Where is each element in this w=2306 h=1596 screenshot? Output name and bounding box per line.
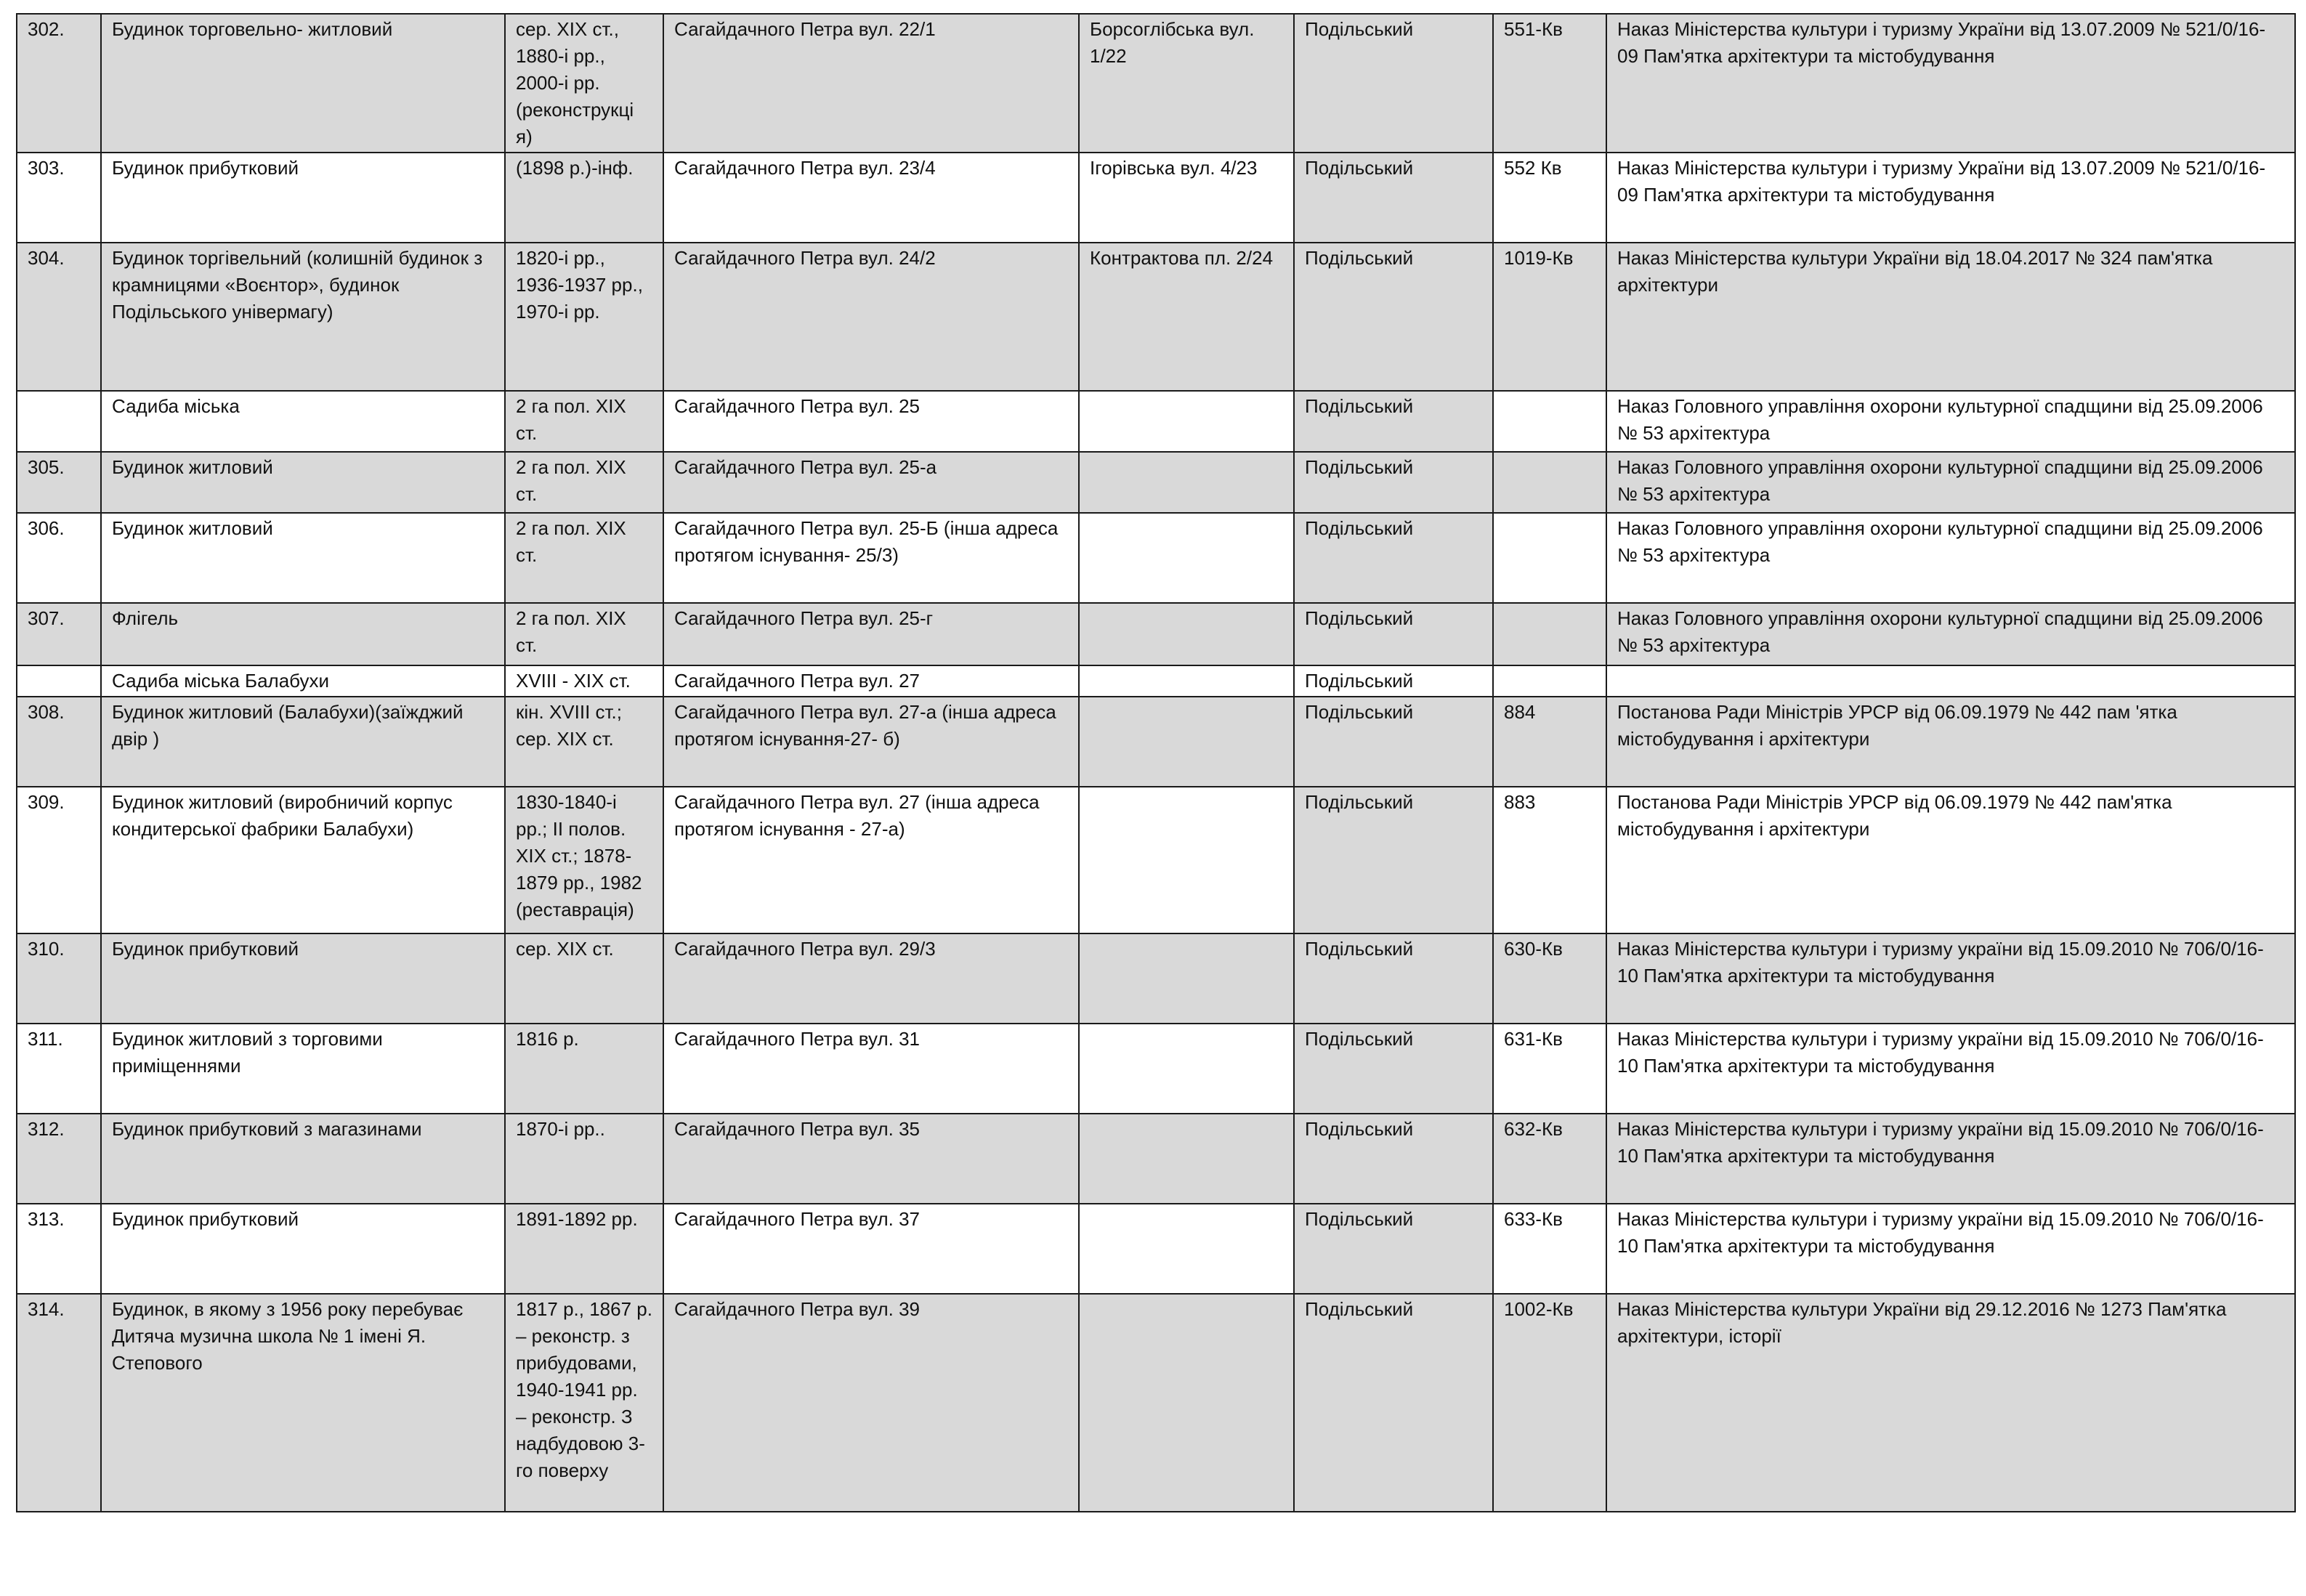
- construction-date-cell: (1898 р.)-інф.: [505, 153, 663, 243]
- construction-date-cell: 1870-і рр..: [505, 1114, 663, 1204]
- row-number-cell: 305.: [17, 452, 101, 513]
- object-name-cell: Будинок прибутковий: [101, 933, 505, 1024]
- protection-document-cell: Наказ Міністерства культури України від 18.04.2017 № 324 пам'ятка архітектури: [1606, 243, 2295, 391]
- address-cell: Сагайдачного Петра вул. 37: [663, 1204, 1079, 1294]
- protection-number-cell: [1493, 513, 1606, 603]
- protection-document-cell: Наказ Міністерства культури і туризму України від 13.07.2009 № 521/0/16-09 Пам'ятка архітектури та містобудування: [1606, 153, 2295, 243]
- row-number-cell: 309.: [17, 787, 101, 933]
- protection-document-cell: Наказ Міністерства культури і туризму україни від 15.09.2010 № 706/0/16-10 Пам'ятка архітектури та містобудування: [1606, 1024, 2295, 1114]
- alternate-address-cell: Борсоглібська вул. 1/22: [1079, 14, 1294, 153]
- table-row: [17, 153, 2295, 243]
- row-number-cell: [17, 391, 101, 452]
- construction-date-cell: 1830-1840-і рр.; ІІ полов. ХІХ ст.; 1878-1879 рр., 1982 (реставрація): [505, 787, 663, 933]
- object-name-cell: Будинок, в якому з 1956 року перебуває Дитяча музична школа № 1 імені Я. Степового: [101, 1294, 505, 1512]
- object-name-cell: Садиба міська: [101, 391, 505, 452]
- row-number-cell: 311.: [17, 1024, 101, 1114]
- district-cell: Подільський: [1294, 665, 1493, 697]
- protection-document-cell: Наказ Головного управління охорони культурної спадщини від 25.09.2006 № 53 архітектура: [1606, 603, 2295, 665]
- alternate-address-cell: [1079, 452, 1294, 513]
- protection-document-cell: [1606, 665, 2295, 697]
- construction-date-cell: 2 га пол. ХІХ ст.: [505, 603, 663, 665]
- alternate-address-cell: [1079, 697, 1294, 787]
- address-cell: Сагайдачного Петра вул. 29/3: [663, 933, 1079, 1024]
- district-cell: Подільський: [1294, 697, 1493, 787]
- protection-document-cell: Постанова Ради Міністрів УРСР від 06.09.1979 № 442 пам 'ятка містобудування і архітектури: [1606, 697, 2295, 787]
- protection-number-cell: 633-Кв: [1493, 1204, 1606, 1294]
- protection-number-cell: 1002-Кв: [1493, 1294, 1606, 1512]
- heritage-registry-table: [16, 13, 2296, 1512]
- table-row: [17, 391, 2295, 452]
- construction-date-cell: 1820-і рр., 1936-1937 рр., 1970-і рр.: [505, 243, 663, 391]
- alternate-address-cell: Ігорівська вул. 4/23: [1079, 153, 1294, 243]
- protection-number-cell: [1493, 452, 1606, 513]
- registry-body: [17, 14, 2295, 1512]
- address-cell: Сагайдачного Петра вул. 27-а (інша адреса протягом існування-27- б): [663, 697, 1079, 787]
- row-number-cell: 303.: [17, 153, 101, 243]
- row-number-cell: 307.: [17, 603, 101, 665]
- object-name-cell: Будинок прибутковий з магазинами: [101, 1114, 505, 1204]
- construction-date-cell: сер. ХІХ ст.: [505, 933, 663, 1024]
- table-row: [17, 1114, 2295, 1204]
- row-number-cell: 313.: [17, 1204, 101, 1294]
- alternate-address-cell: [1079, 1204, 1294, 1294]
- protection-number-cell: 884: [1493, 697, 1606, 787]
- alternate-address-cell: [1079, 513, 1294, 603]
- address-cell: Сагайдачного Петра вул. 22/1: [663, 14, 1079, 153]
- address-cell: Сагайдачного Петра вул. 35: [663, 1114, 1079, 1204]
- protection-document-cell: Наказ Міністерства культури і туризму україни від 15.09.2010 № 706/0/16-10 Пам'ятка архітектури та містобудування: [1606, 1204, 2295, 1294]
- construction-date-cell: 2 га пол. ХІХ ст.: [505, 513, 663, 603]
- alternate-address-cell: [1079, 933, 1294, 1024]
- district-cell: Подільський: [1294, 787, 1493, 933]
- district-cell: Подільський: [1294, 153, 1493, 243]
- protection-number-cell: 552 Кв: [1493, 153, 1606, 243]
- row-number-cell: 306.: [17, 513, 101, 603]
- address-cell: Сагайдачного Петра вул. 27: [663, 665, 1079, 697]
- object-name-cell: Будинок прибутковий: [101, 1204, 505, 1294]
- construction-date-cell: 1891-1892 рр.: [505, 1204, 663, 1294]
- table-row: [17, 1204, 2295, 1294]
- row-number-cell: 304.: [17, 243, 101, 391]
- construction-date-cell: XVIII - ХІХ ст.: [505, 665, 663, 697]
- protection-number-cell: 551-Кв: [1493, 14, 1606, 153]
- row-number-cell: 308.: [17, 697, 101, 787]
- table-row: [17, 1294, 2295, 1512]
- table-row: [17, 513, 2295, 603]
- object-name-cell: Будинок житловий (виробничий корпус кондитерської фабрики Балабухи): [101, 787, 505, 933]
- alternate-address-cell: [1079, 1294, 1294, 1512]
- protection-number-cell: 630-Кв: [1493, 933, 1606, 1024]
- district-cell: Подільський: [1294, 1294, 1493, 1512]
- alternate-address-cell: [1079, 665, 1294, 697]
- table-row: [17, 933, 2295, 1024]
- object-name-cell: Будинок прибутковий: [101, 153, 505, 243]
- table-row: [17, 14, 2295, 153]
- district-cell: Подільський: [1294, 1114, 1493, 1204]
- address-cell: Сагайдачного Петра вул. 25-Б (інша адреса протягом існування- 25/3): [663, 513, 1079, 603]
- object-name-cell: Будинок житловий: [101, 452, 505, 513]
- address-cell: Сагайдачного Петра вул. 24/2: [663, 243, 1079, 391]
- address-cell: Сагайдачного Петра вул. 25-г: [663, 603, 1079, 665]
- alternate-address-cell: [1079, 391, 1294, 452]
- protection-document-cell: Наказ Міністерства культури України від 29.12.2016 № 1273 Пам'ятка архітектури, історії: [1606, 1294, 2295, 1512]
- district-cell: Подільський: [1294, 513, 1493, 603]
- row-number-cell: 312.: [17, 1114, 101, 1204]
- alternate-address-cell: [1079, 603, 1294, 665]
- protection-document-cell: Наказ Міністерства культури і туризму україни від 15.09.2010 № 706/0/16-10 Пам'ятка архітектури та містобудування: [1606, 1114, 2295, 1204]
- table-row: [17, 787, 2295, 933]
- protection-document-cell: Наказ Головного управління охорони культурної спадщини від 25.09.2006 № 53 архітектура: [1606, 391, 2295, 452]
- protection-document-cell: Наказ Головного управління охорони культурної спадщини від 25.09.2006 № 53 архітектура: [1606, 452, 2295, 513]
- object-name-cell: Садиба міська Балабухи: [101, 665, 505, 697]
- table-row: [17, 697, 2295, 787]
- alternate-address-cell: [1079, 1114, 1294, 1204]
- district-cell: Подільський: [1294, 391, 1493, 452]
- row-number-cell: 314.: [17, 1294, 101, 1512]
- construction-date-cell: сер. ХІХ ст., 1880-і рр., 2000-і рр. (реконструкці я): [505, 14, 663, 153]
- alternate-address-cell: Контрактова пл. 2/24: [1079, 243, 1294, 391]
- district-cell: Подільський: [1294, 243, 1493, 391]
- table-row: [17, 665, 2295, 697]
- protection-number-cell: [1493, 603, 1606, 665]
- address-cell: Сагайдачного Петра вул. 39: [663, 1294, 1079, 1512]
- protection-number-cell: 632-Кв: [1493, 1114, 1606, 1204]
- address-cell: Сагайдачного Петра вул. 27 (інша адреса протягом існування - 27-а): [663, 787, 1079, 933]
- object-name-cell: Будинок житловий: [101, 513, 505, 603]
- address-cell: Сагайдачного Петра вул. 25-а: [663, 452, 1079, 513]
- object-name-cell: Будинок торговельно- житловий: [101, 14, 505, 153]
- alternate-address-cell: [1079, 1024, 1294, 1114]
- object-name-cell: Флігель: [101, 603, 505, 665]
- district-cell: Подільський: [1294, 933, 1493, 1024]
- address-cell: Сагайдачного Петра вул. 25: [663, 391, 1079, 452]
- construction-date-cell: 1816 р.: [505, 1024, 663, 1114]
- table-row: [17, 452, 2295, 513]
- protection-document-cell: Наказ Міністерства культури і туризму України від 13.07.2009 № 521/0/16-09 Пам'ятка архітектури та містобудування: [1606, 14, 2295, 153]
- protection-document-cell: Наказ Головного управління охорони культурної спадщини від 25.09.2006 № 53 архітектура: [1606, 513, 2295, 603]
- row-number-cell: [17, 665, 101, 697]
- protection-number-cell: 1019-Кв: [1493, 243, 1606, 391]
- district-cell: Подільський: [1294, 452, 1493, 513]
- object-name-cell: Будинок житловий з торговими приміщеннями: [101, 1024, 505, 1114]
- table-row: [17, 603, 2295, 665]
- object-name-cell: Будинок торгівельний (колишній будинок з крамницями «Воєнтор», будинок Подільського універмагу): [101, 243, 505, 391]
- construction-date-cell: 2 га пол. ХІХ ст.: [505, 391, 663, 452]
- construction-date-cell: 1817 р., 1867 р. – реконстр. з прибудовами, 1940-1941 рр. – реконстр. З надбудовою 3- го поверху: [505, 1294, 663, 1512]
- protection-number-cell: [1493, 391, 1606, 452]
- construction-date-cell: кін. XVIII ст.; сер. ХІХ ст.: [505, 697, 663, 787]
- district-cell: Подільський: [1294, 603, 1493, 665]
- protection-number-cell: [1493, 665, 1606, 697]
- protection-document-cell: Постанова Ради Міністрів УРСР від 06.09.1979 № 442 пам'ятка містобудування і архітектури: [1606, 787, 2295, 933]
- district-cell: Подільський: [1294, 1024, 1493, 1114]
- address-cell: Сагайдачного Петра вул. 23/4: [663, 153, 1079, 243]
- protection-number-cell: 883: [1493, 787, 1606, 933]
- alternate-address-cell: [1079, 787, 1294, 933]
- object-name-cell: Будинок житловий (Балабухи)(заїжджий двір ): [101, 697, 505, 787]
- protection-document-cell: Наказ Міністерства культури і туризму україни від 15.09.2010 № 706/0/16-10 Пам'ятка архітектури та містобудування: [1606, 933, 2295, 1024]
- table-row: [17, 1024, 2295, 1114]
- district-cell: Подільський: [1294, 1204, 1493, 1294]
- row-number-cell: 302.: [17, 14, 101, 153]
- district-cell: Подільський: [1294, 14, 1493, 153]
- row-number-cell: 310.: [17, 933, 101, 1024]
- table-row: [17, 243, 2295, 391]
- protection-number-cell: 631-Кв: [1493, 1024, 1606, 1114]
- address-cell: Сагайдачного Петра вул. 31: [663, 1024, 1079, 1114]
- construction-date-cell: 2 га пол. ХІХ ст.: [505, 452, 663, 513]
